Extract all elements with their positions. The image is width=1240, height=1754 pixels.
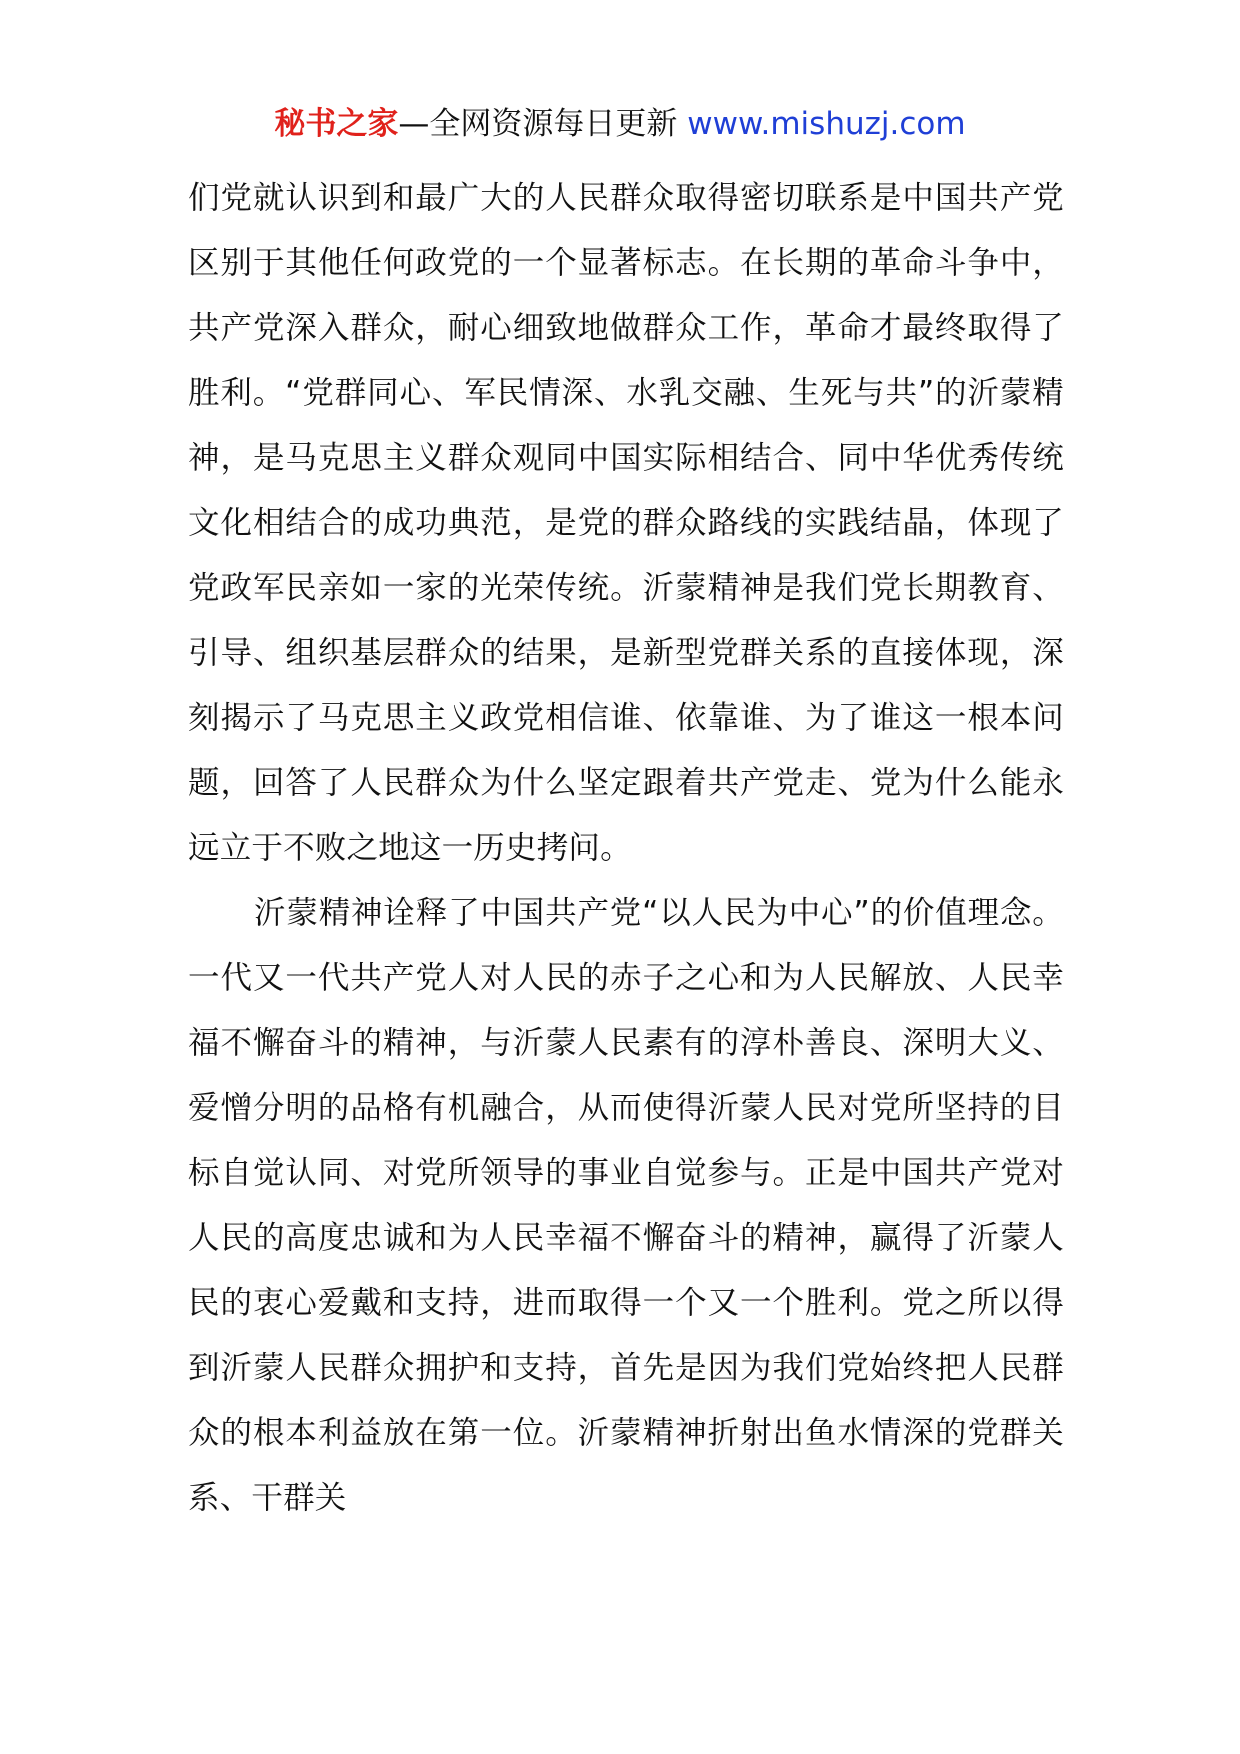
site-tagline: —全网资源每日更新 bbox=[398, 106, 688, 142]
paragraph-1: 们党就认识到和最广大的人民群众取得密切联系是中国共产党区别于其他任何政党的一个显著标志。在长期的革命斗争中，共产党深入群众，耐心细致地做群众工作，革命才最终取得了胜利。“党群同心、军民情深、水乳交融、生死与共”的沂蒙精神，是马克思主义群众观同中国实际相结合、同中华优秀传统文化相结合的成功典范，是党的群众路线的实践结晶，体现了党政军民亲如一家的光荣传统。沂蒙精神是我们党长期教育、引导、组织基层群众的结果，是新型党群关系的直接体现，深刻揭示了马克思主义政党相信谁、依靠谁、为了谁这一根本问题，回答了人民群众为什么坚定跟着共产党走、党为什么能永远立于不败之地这一历史拷问。 bbox=[188, 180, 1064, 866]
site-header bbox=[0, 102, 1240, 146]
paragraph-2: 沂蒙精神诠释了中国共产党“以人民为中心”的价值理念。一代又一代共产党人对人民的赤子之心和为人民解放、人民幸福不懈奋斗的精神，与沂蒙人民素有的淳朴善良、深明大义、爱憎分明的品格有机融合，从而使得沂蒙人民对党所坚持的目标自觉认同、对党所领导的事业自觉参与。正是中国共产党对人民的高度忠诚和为人民幸福不懈奋斗的精神，赢得了沂蒙人民的衷心爱戴和支持，进而取得一个又一个胜利。党之所以得到沂蒙人民群众拥护和支持，首先是因为我们党始终把人民群众的根本利益放在第一位。沂蒙精神折射出鱼水情深的党群关系、干群关 bbox=[188, 895, 1064, 1516]
site-brand-name: 秘书之家 bbox=[274, 106, 399, 142]
document-body bbox=[188, 166, 1064, 1531]
site-url-link[interactable]: www.mishuzj.com bbox=[687, 106, 966, 142]
